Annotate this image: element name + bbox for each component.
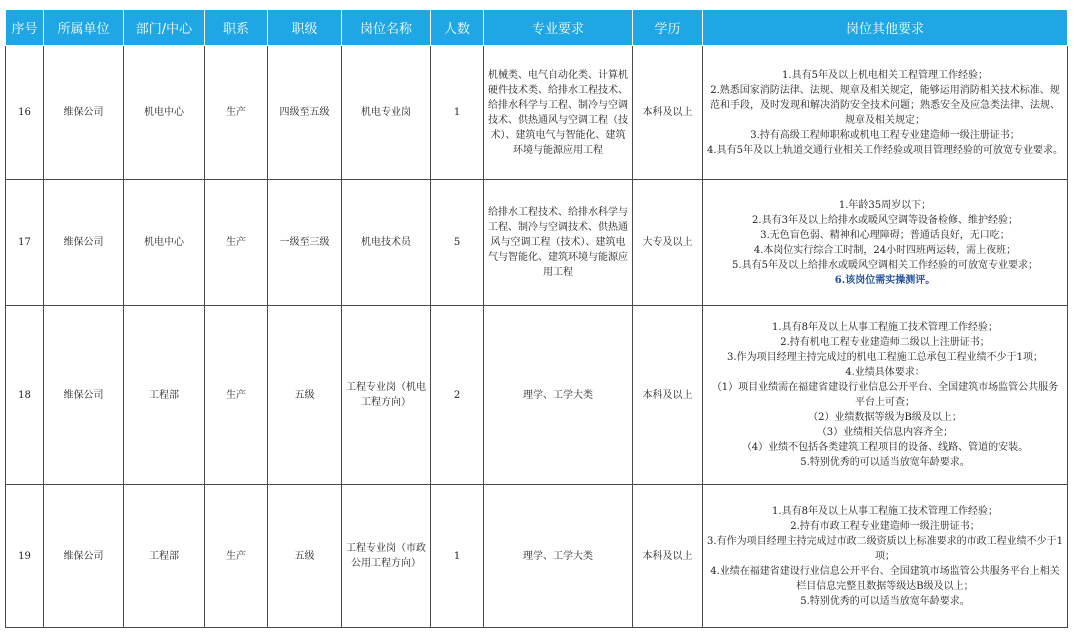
requirement-line: （4）业绩不包括各类建筑工程项目的设备、线路、管道的安装。 (741, 442, 1029, 453)
requirement-line: 4.具有5年及以上轨道交通行业相关工作经验或项目管理经验的可放宽专业要求。 (707, 144, 1063, 156)
cell-unit: 维保公司 (44, 180, 124, 306)
cell-position: 工程专业岗（机电工程方向） (342, 306, 431, 485)
cell-level: 四级至五级 (268, 46, 342, 180)
cell-position: 工程专业岗（市政公用工程方向） (342, 485, 431, 628)
cell-level: 五级 (268, 306, 342, 485)
cell-category: 生产 (205, 46, 268, 180)
header-other: 岗位其他要求 (703, 10, 1068, 46)
cell-major: 理学、工学大类 (484, 485, 633, 628)
header-education: 学历 (633, 10, 703, 46)
requirement-line: （1）项目业绩需在福建省建设行业信息公开平台、全国建筑市场监管公共服务平台上可查； (711, 382, 1059, 408)
header-major: 专业要求 (484, 10, 633, 46)
cell-level: 一级至三级 (268, 180, 342, 306)
table-row (6, 306, 1068, 485)
cell-dept: 工程部 (124, 485, 205, 628)
header-position: 岗位名称 (342, 10, 431, 46)
requirement-line: 1.年龄35周岁以下； (838, 199, 932, 211)
requirement-line: 3.持有高级工程师职称或机电工程专业建造师一级注册证书； (750, 129, 1020, 141)
header-dept: 部门/中心 (124, 10, 205, 46)
cell-count: 1 (431, 46, 484, 180)
requirement-line-emphasis: 6.该岗位需实操测评。 (834, 274, 936, 286)
cell-category: 生产 (205, 485, 268, 628)
cell-requirements (703, 485, 1068, 628)
cell-unit: 维保公司 (44, 46, 124, 180)
requirement-line: 4.业绩在福建省建设行业信息公开平台、全国建筑市场监管公共服务平台上相关栏目信息完整且数据等级达B级及以上； (710, 565, 1060, 592)
table-row (6, 46, 1068, 180)
cell-unit: 维保公司 (44, 306, 124, 485)
cell-dept: 机电中心 (124, 180, 205, 306)
cell-count: 5 (431, 180, 484, 306)
cell-education: 本科及以上 (633, 306, 703, 485)
cell-level: 五级 (268, 485, 342, 628)
requirement-line: 1.具有5年及以上机电相关工程管理工作经验； (782, 69, 988, 81)
table-row (6, 485, 1068, 628)
cell-category: 生产 (205, 306, 268, 485)
requirement-line: （2）业绩数据等级为B级及以上； (808, 412, 962, 423)
header-seq: 序号 (6, 10, 44, 46)
cell-dept: 机电中心 (124, 46, 205, 180)
requirement-line: 3.有作为项目经理主持完成过市政二级资质以上标准要求的市政工程业绩不少于1项； (707, 535, 1063, 562)
table-row (6, 180, 1068, 306)
cell-category: 生产 (205, 180, 268, 306)
requirement-line: 2.熟悉国家消防法律、法规、规章及相关规定，能够运用消防相关技术标准、规范和手段，及时发现和解决消防安全技术问题；熟悉安全及应急类法律、法规、规章及相关规定； (710, 84, 1060, 126)
requirement-line: 4.本岗位实行综合工时制，24小时四班两运转，需上夜班； (753, 244, 1017, 256)
header-unit: 所属单位 (44, 10, 124, 46)
cell-requirements (703, 46, 1068, 180)
requirement-line: 4.业绩具体要求： (845, 367, 925, 378)
cell-count: 1 (431, 485, 484, 628)
requirement-line: 1.具有8年及以上从事工程施工技术管理工作经验； (772, 322, 998, 333)
requirement-line: 2.持有市政工程专业建造师一级注册证书； (790, 520, 980, 532)
cell-seq: 19 (6, 485, 44, 628)
cell-dept: 工程部 (124, 306, 205, 485)
cell-unit: 维保公司 (44, 485, 124, 628)
cell-major: 给排水工程技术、给排水科学与工程、制冷与空调技术、供热通风与空调工程（技术）、建筑电气与智能化、建筑环境与能源应用工程 (484, 180, 633, 306)
cell-seq: 16 (6, 46, 44, 180)
cell-seq: 17 (6, 180, 44, 306)
cell-education: 本科及以上 (633, 485, 703, 628)
cell-education: 本科及以上 (633, 46, 703, 180)
header-row (6, 10, 1068, 46)
cell-count: 2 (431, 306, 484, 485)
requirement-line: 2.持有机电工程专业建造师二级以上注册证书； (780, 337, 990, 348)
requirement-line: 2.具有3年及以上给排水或暖风空调等设备检修、维护经验； (752, 214, 1018, 226)
cell-major: 理学、工学大类 (484, 306, 633, 485)
cell-position: 机电技术员 (342, 180, 431, 306)
requirement-line: 1.具有8年及以上从事工程施工技术管理工作经验； (772, 505, 998, 517)
header-category: 职系 (205, 10, 268, 46)
requirement-line: （3）业绩相关信息内容齐全； (816, 427, 954, 438)
cell-requirements (703, 306, 1068, 485)
header-count: 人数 (431, 10, 484, 46)
cell-seq: 18 (6, 306, 44, 485)
cell-education: 大专及以上 (633, 180, 703, 306)
cell-major: 机械类、电气自动化类、计算机硬件技术类、给排水工程技术、给排水科学与工程、制冷与空调技术、供热通风与空调工程（技术）、建筑电气与智能化、建筑环境与能源应用工程 (484, 46, 633, 180)
requirement-line: 5.具有5年及以上给排水或暖风空调相关工作经验的可放宽专业要求； (732, 259, 1038, 271)
cell-requirements (703, 180, 1068, 306)
cell-position: 机电专业岗 (342, 46, 431, 180)
requirement-line: 3.作为项目经理主持完成过的机电工程施工总承包工程业绩不少于1项； (727, 352, 1043, 363)
requirement-line: 5.特别优秀的可以适当放宽年龄要求。 (800, 457, 970, 468)
requirement-line: 3.无色盲色弱、精神和心理障碍；普通话良好，无口吃； (760, 229, 1010, 241)
job-requirements-table (5, 9, 1068, 628)
header-level: 职级 (268, 10, 342, 46)
requirement-line: 5.特别优秀的可以适当放宽年龄要求。 (800, 595, 970, 607)
